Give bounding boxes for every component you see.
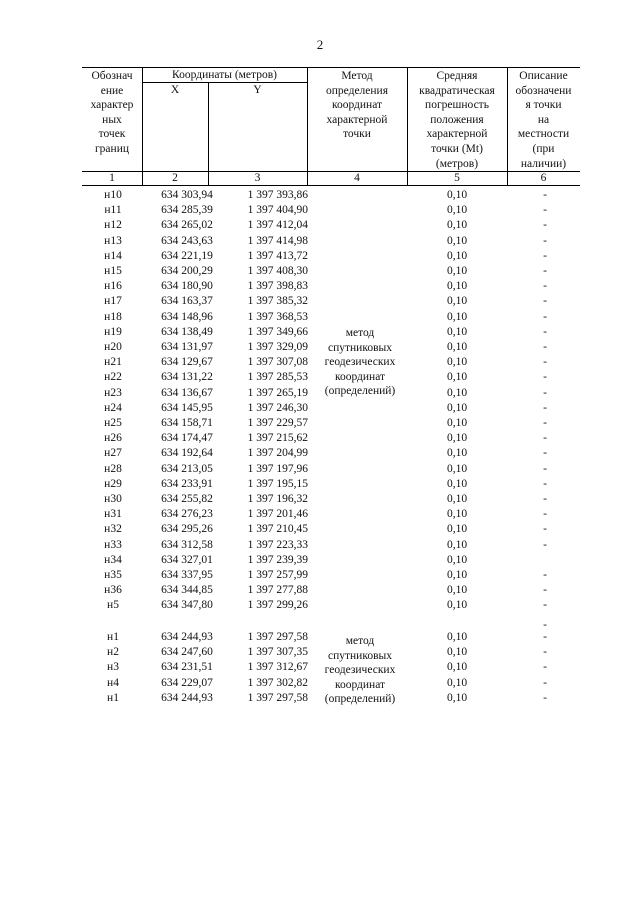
cell-y: 1 397 297,58 <box>247 631 308 643</box>
table-row <box>82 355 580 370</box>
cell-description: - <box>543 417 547 429</box>
cell-error: 0,10 <box>446 631 468 643</box>
number-row-rule <box>82 185 580 186</box>
header-y: Y <box>253 84 262 96</box>
cell-x: 634 244,93 <box>161 631 213 643</box>
cell-point: н27 <box>104 447 122 460</box>
table-header <box>82 67 580 185</box>
cell-point: н11 <box>104 204 122 217</box>
table-row <box>82 691 580 706</box>
table-row <box>82 553 580 568</box>
table-row <box>82 507 580 522</box>
header-point-designation: Обознач ение характер ных точек границ <box>90 70 134 155</box>
cell-y: 1 397 223,33 <box>247 538 308 551</box>
cell-description: - <box>543 508 547 521</box>
cell-point: н15 <box>104 265 122 277</box>
cell-error: 0,10 <box>446 325 468 338</box>
table-row <box>82 462 580 477</box>
cell-error: 0,10 <box>446 401 468 414</box>
cell-x: 634 158,71 <box>161 417 213 429</box>
cell-error: 0,10 <box>446 341 468 353</box>
cell-error: 0,10 <box>446 676 468 689</box>
cell-y: 1 397 297,58 <box>247 691 308 704</box>
cell-description: - <box>543 493 547 505</box>
table-row <box>82 568 580 583</box>
page-number: 2 <box>316 37 324 52</box>
table-row <box>82 431 580 446</box>
cell-point: н32 <box>104 523 122 536</box>
table-row <box>82 279 580 294</box>
cell-x: 634 347,80 <box>161 599 213 612</box>
cell-x: 634 136,67 <box>161 386 213 399</box>
cell-point: н33 <box>104 538 122 551</box>
cell-y: 1 397 414,98 <box>247 234 308 247</box>
cell-error: 0,10 <box>446 280 468 293</box>
cell-y: 1 397 412,04 <box>247 219 308 232</box>
cell-description: - <box>543 447 547 460</box>
table-row <box>82 234 580 249</box>
cell-x: 634 213,05 <box>161 462 213 475</box>
header-x: X <box>170 84 180 96</box>
cell-y: 1 397 196,32 <box>247 493 308 505</box>
cell-error: 0,10 <box>446 204 468 217</box>
cell-x: 634 192,64 <box>161 447 213 460</box>
cell-x: 634 344,85 <box>161 584 213 597</box>
cell-point: н30 <box>104 493 122 505</box>
cell-x: 634 337,95 <box>161 569 213 581</box>
cell-error: 0,10 <box>446 432 468 445</box>
cell-point: н28 <box>104 462 122 475</box>
cell-error: 0,10 <box>446 295 468 308</box>
cell-y: 1 397 229,57 <box>247 417 308 429</box>
cell-y: 1 397 307,35 <box>247 646 308 659</box>
cell-point: н36 <box>104 584 122 597</box>
cell-y: 1 397 265,19 <box>247 386 308 399</box>
table-row <box>82 538 580 553</box>
cell-x: 634 229,07 <box>161 676 213 689</box>
cell-error: 0,10 <box>446 538 468 551</box>
cell-description: - <box>543 280 547 293</box>
cell-y: 1 397 210,45 <box>247 523 308 536</box>
cell-x: 634 303,94 <box>161 189 213 201</box>
cell-y: 1 397 195,15 <box>247 477 308 490</box>
cell-y: 1 397 257,99 <box>247 569 308 581</box>
table-row <box>82 188 580 203</box>
cell-y: 1 397 307,08 <box>247 356 308 369</box>
cell-error: 0,10 <box>446 189 468 201</box>
cell-x: 634 180,90 <box>161 280 213 293</box>
cell-error: 0,10 <box>446 691 468 704</box>
cell-point: н12 <box>104 219 122 232</box>
cell-description: - <box>543 189 547 201</box>
cell-error: 0,10 <box>446 234 468 247</box>
cell-y: 1 397 239,39 <box>247 553 308 566</box>
cell-description: - <box>543 676 547 689</box>
cell-description: - <box>543 599 547 612</box>
cell-error: 0,10 <box>446 249 468 262</box>
table-row <box>82 218 580 233</box>
cell-error: 0,10 <box>446 661 468 674</box>
col-number-5: 5 <box>454 172 460 184</box>
cell-error: 0,10 <box>446 371 468 384</box>
cell-description: - <box>543 249 547 262</box>
cell-description: - <box>543 341 547 353</box>
cell-point: н29 <box>104 477 122 490</box>
cell-x: 634 163,37 <box>161 295 213 308</box>
table-row <box>82 598 580 613</box>
header-error: Средняя квадратическая погрешность положения характерной точки (Mt) (метров) <box>419 70 495 170</box>
table-row <box>82 310 580 325</box>
cell-y: 1 397 204,99 <box>247 447 308 460</box>
cell-y: 1 397 385,32 <box>247 295 308 308</box>
cell-x: 634 243,63 <box>161 234 213 247</box>
cell-x: 634 295,26 <box>161 523 213 536</box>
cell-y: 1 397 329,09 <box>247 341 308 353</box>
header-description: Описание обозначени я точки на местности (при наличии) <box>515 70 572 170</box>
cell-point: н14 <box>104 249 122 262</box>
table-row <box>82 264 580 279</box>
cell-point: н35 <box>104 569 122 581</box>
cell-point: н4 <box>107 676 119 689</box>
table-row <box>82 416 580 431</box>
cell-error: 0,10 <box>446 417 468 429</box>
cell-x: 634 145,95 <box>161 401 213 414</box>
cell-y: 1 397 197,96 <box>247 462 308 475</box>
table-row <box>82 370 580 385</box>
cell-point: н18 <box>104 310 122 323</box>
cell-description: - <box>543 569 547 581</box>
table-row <box>82 401 580 416</box>
cell-point: н1 <box>107 691 119 704</box>
cell-x: 634 200,29 <box>161 265 213 277</box>
col-number-1: 1 <box>109 172 115 184</box>
cell-x: 634 129,67 <box>161 356 213 369</box>
cell-error: 0,10 <box>446 462 468 475</box>
table-row <box>82 203 580 218</box>
cell-description: - <box>543 356 547 369</box>
cell-description: - <box>543 325 547 338</box>
cell-error: 0,10 <box>446 584 468 597</box>
table-row <box>82 325 580 340</box>
cell-point: н1 <box>107 631 119 643</box>
cell-description: - <box>543 432 547 445</box>
cell-description: - <box>543 234 547 247</box>
cell-point: н23 <box>104 386 122 399</box>
cell-y: 1 397 215,62 <box>247 432 308 445</box>
col-number-6: 6 <box>540 172 547 184</box>
cell-y: 1 397 408,30 <box>247 265 308 277</box>
cell-x: 634 265,02 <box>161 219 213 232</box>
table-row <box>82 583 580 598</box>
cell-error: 0,10 <box>446 219 468 232</box>
header-coordinates: Координаты (метров) <box>172 69 277 81</box>
cell-y: 1 397 285,53 <box>247 371 308 384</box>
cell-error: 0,10 <box>446 599 468 612</box>
cell-error: 0,10 <box>446 477 468 490</box>
header-method: Метод определения координат характерной точки <box>325 70 388 141</box>
extra-dash: - <box>543 619 547 631</box>
cell-x: 634 312,58 <box>161 538 213 551</box>
cell-description: - <box>543 646 547 659</box>
cell-y: 1 397 299,26 <box>247 599 308 612</box>
cell-error: 0,10 <box>446 356 468 369</box>
cell-point: н10 <box>104 189 122 201</box>
cell-point: н5 <box>107 599 119 612</box>
cell-description: - <box>543 584 547 597</box>
cell-point: н19 <box>104 325 122 338</box>
cell-description: - <box>543 477 547 490</box>
cell-description: - <box>543 538 547 551</box>
table-row <box>82 446 580 461</box>
cell-error: 0,10 <box>446 523 468 536</box>
cell-x: 634 174,47 <box>161 432 213 445</box>
cell-description: - <box>543 523 547 536</box>
cell-y: 1 397 398,83 <box>247 280 308 293</box>
cell-error: 0,10 <box>446 553 468 566</box>
table-row <box>82 676 580 691</box>
cell-y: 1 397 413,72 <box>247 249 308 262</box>
cell-y: 1 397 246,30 <box>247 401 308 414</box>
cell-description: - <box>543 204 547 217</box>
cell-y: 1 397 312,67 <box>247 661 308 674</box>
cell-error: 0,10 <box>446 447 468 460</box>
cell-x: 634 138,49 <box>161 325 213 338</box>
cell-x: 634 231,51 <box>161 661 213 674</box>
col-divider-2 <box>208 82 209 186</box>
cell-point: н20 <box>104 341 122 353</box>
table-row <box>82 660 580 675</box>
cell-y: 1 397 404,90 <box>247 204 308 217</box>
cell-point: н26 <box>104 432 122 445</box>
cell-description: - <box>543 386 547 399</box>
cell-error: 0,10 <box>446 569 468 581</box>
cell-x: 634 221,19 <box>161 249 213 262</box>
cell-y: 1 397 393,86 <box>247 189 308 201</box>
cell-point: н34 <box>104 553 122 566</box>
table-row <box>82 294 580 309</box>
method-cell-block1: метод спутниковых геодезических координат (определений) <box>324 327 396 398</box>
cell-description: - <box>543 631 547 643</box>
cell-x: 634 148,96 <box>161 310 213 323</box>
cell-point: н3 <box>107 661 119 674</box>
cell-point: н2 <box>107 646 119 659</box>
cell-description: - <box>543 295 547 308</box>
cell-point: н13 <box>104 234 122 247</box>
cell-description: - <box>543 661 547 674</box>
table-row <box>82 386 580 401</box>
cell-description: - <box>543 371 547 384</box>
cell-point: н24 <box>104 401 122 414</box>
cell-error: 0,10 <box>446 386 468 399</box>
cell-x: 634 255,82 <box>161 493 213 505</box>
cell-point: н31 <box>104 508 122 521</box>
cell-description: - <box>543 219 547 232</box>
col-number-4: 4 <box>354 172 360 184</box>
cell-error: 0,10 <box>446 508 468 521</box>
cell-x: 634 285,39 <box>161 204 213 217</box>
cell-error: 0,10 <box>446 646 468 659</box>
method-cell-block2: метод спутниковых геодезических координат (определений) <box>324 635 396 706</box>
cell-description: - <box>543 462 547 475</box>
col-number-3: 3 <box>254 172 261 184</box>
table-row <box>82 630 580 645</box>
table-row <box>82 522 580 537</box>
cell-description: - <box>543 401 547 414</box>
table-row <box>82 645 580 660</box>
cell-y: 1 397 302,82 <box>247 676 308 689</box>
cell-description: - <box>543 691 547 704</box>
cell-point: н16 <box>104 280 122 293</box>
cell-x: 634 233,91 <box>161 477 213 490</box>
cell-x: 634 247,60 <box>161 646 213 659</box>
cell-y: 1 397 277,88 <box>247 584 308 597</box>
table-row <box>82 249 580 264</box>
cell-y: 1 397 201,46 <box>247 508 308 521</box>
cell-error: 0,10 <box>446 493 468 505</box>
cell-x: 634 244,93 <box>161 691 213 704</box>
cell-x: 634 131,22 <box>161 371 213 384</box>
cell-description: - <box>543 265 547 277</box>
cell-x: 634 131,97 <box>161 341 213 353</box>
cell-point: н17 <box>104 295 122 308</box>
cell-error: 0,10 <box>446 265 468 277</box>
cell-x: 634 327,01 <box>161 553 213 566</box>
cell-point: н22 <box>104 371 122 384</box>
cell-y: 1 397 349,66 <box>247 325 308 338</box>
table-row <box>82 340 580 355</box>
col-number-2: 2 <box>172 172 178 184</box>
cell-y: 1 397 368,53 <box>247 310 308 323</box>
cell-x: 634 276,23 <box>161 508 213 521</box>
cell-point: н21 <box>104 356 122 369</box>
cell-error: 0,10 <box>446 310 468 323</box>
table-row <box>82 492 580 507</box>
table-row <box>82 477 580 492</box>
cell-description: - <box>543 310 547 323</box>
cell-point: н25 <box>104 417 122 429</box>
